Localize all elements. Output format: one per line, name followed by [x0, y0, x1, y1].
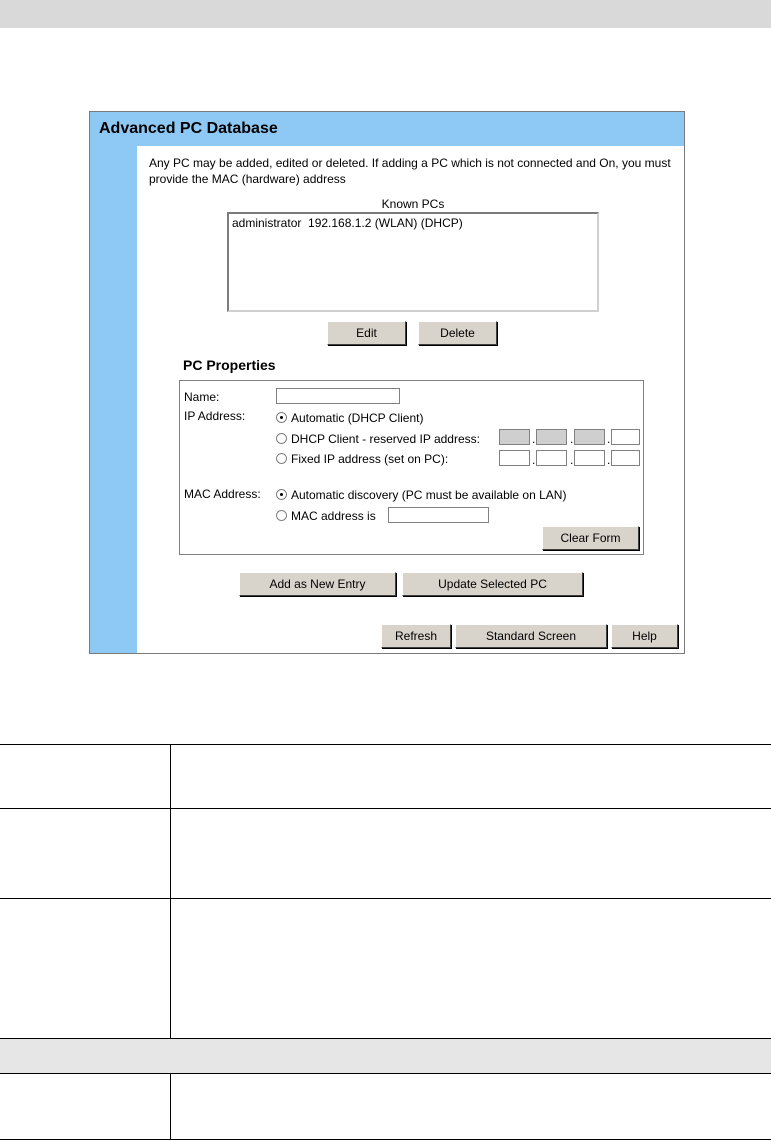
ip-fixed-label: Fixed IP address (set on PC):: [291, 452, 449, 466]
table-column-divider: [170, 744, 171, 1038]
ip-fixed-radio[interactable]: [276, 453, 287, 464]
ip-automatic-label: Automatic (DHCP Client): [291, 411, 424, 425]
known-pcs-listbox[interactable]: [227, 212, 599, 312]
table-rule: [0, 1073, 771, 1074]
table-section-row: [0, 1039, 771, 1073]
fixed-ip-octet-4[interactable]: [611, 450, 640, 466]
ip-automatic-radio[interactable]: [276, 412, 287, 423]
mac-manual-radio[interactable]: [276, 510, 287, 521]
list-item[interactable]: administrator 192.168.1.2 (WLAN) (DHCP): [232, 216, 463, 230]
update-selected-pc-button[interactable]: Update Selected PC: [402, 572, 583, 596]
clear-form-button[interactable]: Clear Form: [542, 526, 639, 550]
name-label: Name:: [184, 390, 220, 404]
standard-screen-button[interactable]: Standard Screen: [455, 624, 607, 648]
ip-address-label: IP Address:: [184, 409, 246, 423]
intro-text: Any PC may be added, edited or deleted. If adding a PC which is not connected and On, you must provide the MAC (hardware) address: [149, 156, 671, 186]
delete-button[interactable]: Delete: [418, 321, 497, 345]
mac-address-label: MAC Address:: [184, 487, 261, 501]
advanced-pc-database-panel: [89, 111, 685, 654]
page-header-band: [0, 0, 771, 28]
mac-auto-radio[interactable]: [276, 489, 287, 500]
panel-side-bar: [90, 146, 137, 653]
mac-auto-label: Automatic discovery (PC must be available on LAN): [291, 488, 567, 502]
ip-reserved-label: DHCP Client - reserved IP address:: [291, 432, 480, 446]
ip-reserved-radio[interactable]: [276, 433, 287, 444]
name-field[interactable]: [276, 388, 400, 404]
edit-button[interactable]: Edit: [327, 321, 406, 345]
fixed-ip-octet-1[interactable]: [499, 450, 530, 466]
mac-manual-label: MAC address is: [291, 509, 376, 523]
table-rule: [0, 1139, 771, 1140]
pc-properties-box: Name: IP Address: Automatic (DHCP Client) DHCP Client - reserved IP address: . . . Fixed IP address (set on PC): . . . MAC Address: Automatic discovery (PC must be available on LAN) MAC address is Clear Form: [179, 380, 644, 555]
table-column-divider: [170, 1073, 171, 1140]
table-rule: [0, 808, 771, 809]
known-pcs-label: Known PCs: [381, 197, 445, 211]
table-rule: [0, 898, 771, 899]
add-new-entry-button[interactable]: Add as New Entry: [239, 572, 396, 596]
table-rule: [0, 744, 771, 745]
panel-title-bar: [90, 112, 684, 146]
help-button[interactable]: Help: [611, 624, 678, 648]
reserved-ip-octet-4[interactable]: [611, 429, 640, 445]
panel-title: Advanced PC Database: [99, 120, 278, 137]
mac-address-field[interactable]: [388, 507, 489, 523]
fixed-ip-octet-3[interactable]: [574, 450, 605, 466]
pc-properties-title: PC Properties: [183, 357, 276, 373]
fixed-ip-octet-2[interactable]: [536, 450, 567, 466]
reserved-ip-octet-1[interactable]: [499, 429, 530, 445]
reserved-ip-octet-2[interactable]: [536, 429, 567, 445]
reserved-ip-octet-3[interactable]: [574, 429, 605, 445]
refresh-button[interactable]: Refresh: [381, 624, 451, 648]
table-rule: [0, 1038, 771, 1039]
